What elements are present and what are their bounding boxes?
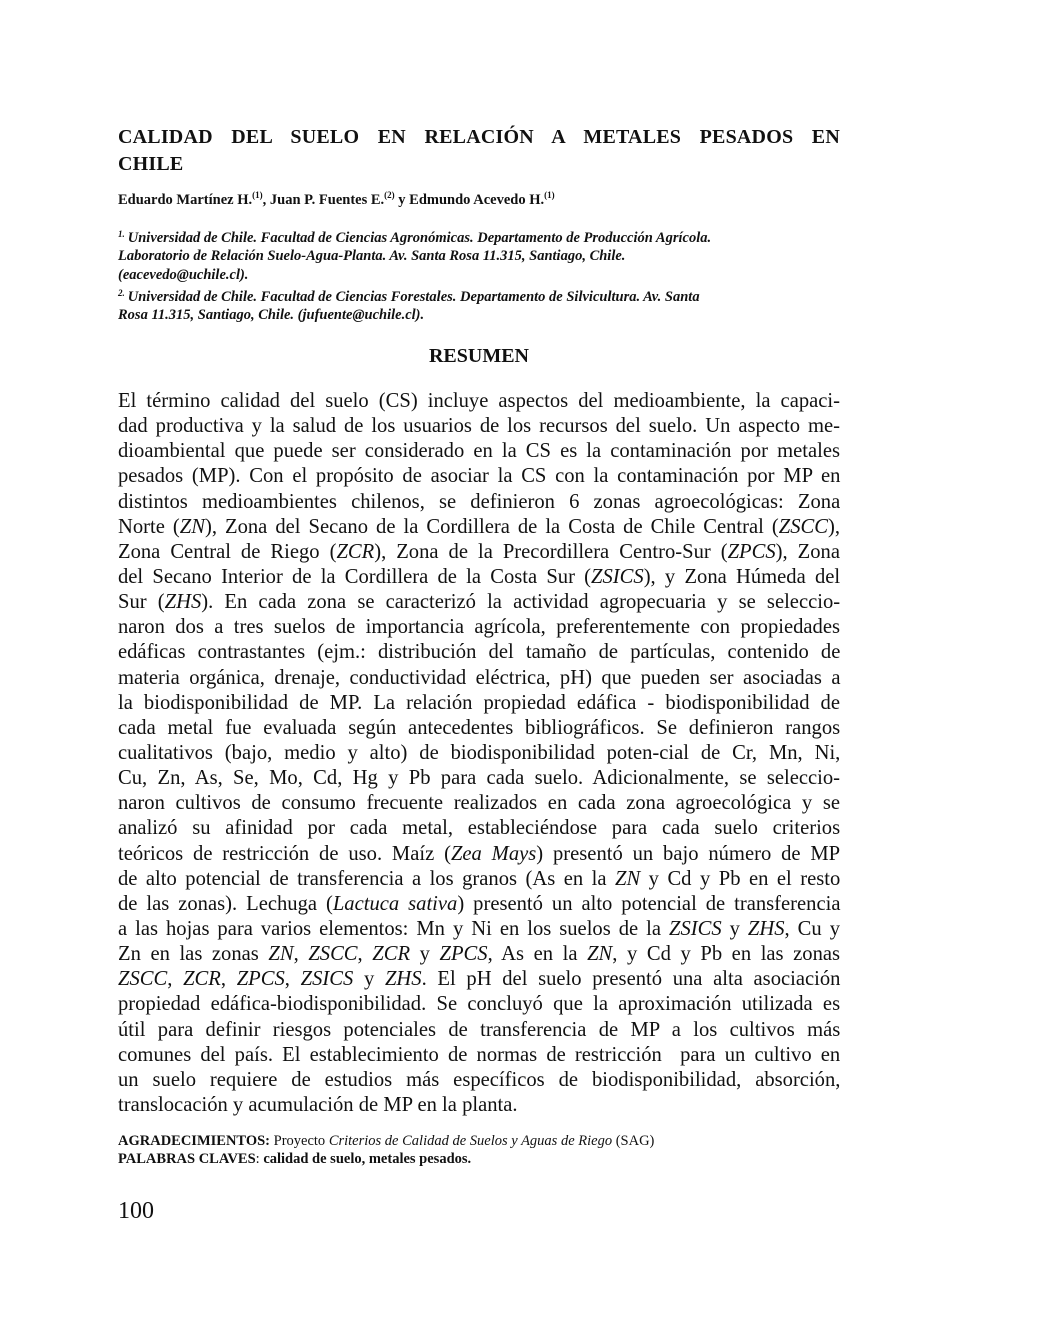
abstract-italic-term: ZN (179, 515, 205, 538)
abstract-text: materia orgánica, drenaje, conductividad eléctrica, pH) que pueden ser asociadas a (118, 666, 841, 689)
abstract-line (118, 917, 840, 942)
affiliations (118, 225, 840, 324)
abstract-italic-term: ZCR (183, 968, 221, 991)
affiliation-email: (eacevedo@uchile.cl). (118, 266, 249, 283)
abstract-text: dioambiental que puede ser considerado en la CS es la contaminación por metales (118, 440, 840, 463)
author-name: Eduardo Martínez H. (118, 192, 253, 208)
abstract-text: analizó su afinidad por cada metal, estableciéndose para cada suelo criterios (118, 817, 841, 840)
abstract-line (118, 816, 840, 841)
abstract-italic-term: ZHS (384, 968, 422, 991)
abstract-line (118, 439, 840, 464)
title-line: CALIDAD DEL SUELO EN RELACIÓN A METALES PESADOS EN (118, 126, 840, 148)
affiliation-marker: 2. (118, 287, 125, 298)
abstract-text: , (284, 968, 301, 991)
abstract-italic-term: ZHS (164, 591, 202, 614)
abstract-italic-term: ZSCC (308, 943, 358, 966)
abstract-line (118, 464, 840, 489)
abstract-text: ). En cada zona se caracterizó la actividad agropecuaria y se seleccio- (201, 591, 841, 614)
author-separator: y (394, 192, 410, 208)
abstract-italic-term: ZCR (372, 943, 411, 966)
abstract-line (118, 1068, 840, 1093)
abstract-text: de las zonas). Lechuga ( (118, 892, 333, 915)
abstract-text: ), Zona (775, 540, 840, 563)
abstract-text: comunes del país. El establecimiento de normas de restricción para un cultivo en (118, 1043, 841, 1066)
abstract-italic-term: ZSICS (669, 917, 722, 940)
abstract-text: Norte ( (118, 515, 180, 538)
abstract-line (118, 741, 840, 766)
title-line: CHILE (118, 153, 184, 175)
abstract-text: Zona Central de Riego ( (118, 540, 337, 563)
abstract-text: translocación y acumulación de MP en la planta. (118, 1093, 518, 1116)
abstract-text: El término calidad del suelo (CS) incluye aspectos del medioambiente, la capaci- (118, 390, 840, 412)
abstract-text: pesados (MP). Con el propósito de asociar la CS con la contaminación por MP en (118, 465, 841, 488)
abstract-text: . El pH del suelo presentó una alta asociación (421, 968, 841, 991)
abstract-line (118, 892, 840, 917)
acknowledgements (118, 1132, 654, 1150)
abstract-text: un suelo requiere de estudios más específicos de biodisponibilidad, absorción, (118, 1068, 841, 1091)
affiliation-text: Universidad de Chile. Facultad de Ciencias Agronómicas. Departamento de Producción Agrícola. (127, 230, 712, 246)
abstract-text: , As en la (487, 943, 588, 966)
abstract-italic-term: ZSICS (591, 565, 644, 588)
abstract-body (118, 389, 840, 1118)
author-affiliation-ref: (2) (384, 190, 395, 200)
abstract-line (118, 766, 840, 791)
keywords (118, 1150, 654, 1168)
abstract-text: teóricos de restricción de uso. Maíz ( (118, 842, 451, 865)
author-separator: , (262, 192, 270, 208)
abstract-text: a las hojas para varios elementos: Mn y Ni en los suelos de la (118, 917, 669, 940)
abstract-text: de alto potencial de transferencia a los granos (As en la (118, 867, 615, 890)
abstract-line (118, 791, 840, 816)
abstract-line (118, 967, 840, 992)
abstract-text: y (721, 917, 748, 940)
abstract-text: del Secano Interior de la Cordillera de la Costa Sur ( (118, 565, 592, 588)
abstract-text: ) presentó un alto potencial de transferencia (457, 892, 841, 915)
abstract-line (118, 389, 840, 414)
abstract-line (118, 490, 840, 515)
abstract-line (118, 716, 840, 741)
abstract-text: y (353, 968, 385, 991)
abstract-text: y (410, 943, 440, 966)
author-name: Juan P. Fuentes E. (269, 192, 385, 208)
abstract-line (118, 515, 840, 540)
abstract-line (118, 1018, 840, 1043)
author-list (118, 190, 555, 209)
abstract-italic-term: ZN (587, 943, 613, 966)
section-heading-resumen: RESUMEN (428, 345, 529, 367)
acknowledgements-label: AGRADECIMIENTOS: (118, 1133, 271, 1149)
abstract-line (118, 691, 840, 716)
abstract-line (118, 666, 840, 691)
abstract-text: útil para definir riesgos potenciales de transferencia de MP a los cultivos más (118, 1018, 841, 1041)
affiliation-marker: 1. (118, 229, 125, 239)
abstract-line (118, 640, 840, 665)
abstract-italic-term: Zea Mays (450, 842, 537, 865)
abstract-text: y Cd y Pb en el resto (640, 867, 841, 890)
abstract-italic-term: ZPCS (727, 540, 776, 563)
abstract-text: Zn en las zonas (118, 943, 269, 966)
abstract-line (118, 565, 840, 590)
abstract-italic-term: ZCR (336, 540, 375, 563)
keywords-value: calidad de suelo, metales pesados. (263, 1151, 472, 1167)
abstract-text: cualitativos (bajo, medio y alto) de biodisponibilidad poten-cial de Cr, Mn, Ni, (118, 741, 841, 764)
acknowledgements-prefix: Proyecto (270, 1133, 329, 1149)
affiliation-line (118, 284, 840, 306)
abstract-text: naron cultivos de consumo frecuente realizados en cada zona agroecológica y se (118, 792, 840, 815)
abstract-text: ), Zona del Secano de la Cordillera de la Costa de Chile Central ( (204, 515, 779, 538)
abstract-italic-term: ZN (268, 943, 294, 966)
abstract-text: distintos medioambientes chilenos, se definieron 6 zonas agroecológicas: Zona (118, 490, 841, 513)
author-affiliation-ref: (1) (544, 190, 555, 200)
abstract-text: , (220, 968, 237, 991)
abstract-line (118, 615, 840, 640)
acknowledgements-project: Criterios de Calidad de Suelos y Aguas de Riego (328, 1133, 613, 1149)
abstract-italic-term: ZHS (747, 917, 785, 940)
page-number: 100 (118, 1198, 154, 1224)
abstract-text: edáficas contrastantes (ejm.: distribución del tamaño de partículas, contenido de (118, 641, 841, 664)
abstract-text: , (167, 968, 184, 991)
abstract-italic-term: ZPCS (236, 968, 285, 991)
author-affiliation-ref: (1) (252, 190, 263, 200)
abstract-text: ), y Zona Húmeda del (643, 565, 841, 588)
abstract-italic-term: ZSCC (118, 968, 168, 991)
abstract-italic-term: ZSCC (778, 515, 828, 538)
abstract-italic-term: Lactuca sativa (332, 892, 458, 915)
abstract-line (118, 942, 840, 967)
affiliation-line: Laboratorio de Relación Suelo-Agua-Planta. Av. Santa Rosa 11.315, Santiago, Chile. (118, 248, 626, 265)
abstract-text: Cu, Zn, As, Se, Mo, Cd, Hg y Pb para cada suelo. Adicionalmente, se seleccio- (118, 767, 840, 790)
abstract-line (118, 414, 840, 439)
abstract-text: ), (827, 515, 840, 538)
affiliation-line: Rosa 11.315, Santiago, Chile. (jufuente@uchile.cl). (118, 307, 425, 324)
paper-footer-notes (118, 1132, 654, 1168)
abstract-italic-term: ZSICS (300, 968, 354, 991)
abstract-text: , (357, 943, 373, 966)
keywords-label: PALABRAS CLAVES (118, 1151, 256, 1167)
author-name: Edmundo Acevedo H. (409, 192, 545, 208)
paper-title (118, 124, 840, 178)
abstract-text: Sur ( (118, 591, 165, 614)
abstract-italic-term: ZN (614, 867, 641, 890)
abstract-text: , Cu y (784, 917, 840, 940)
abstract-line (118, 842, 840, 867)
abstract-text: cada metal fue evaluada según antecedentes bibliográficos. Se definieron rangos (118, 716, 841, 739)
acknowledgements-suffix: (SAG) (612, 1133, 655, 1149)
abstract-text: ), Zona de la Precordillera Centro-Sur ( (374, 540, 728, 563)
affiliation-line (118, 225, 840, 247)
abstract-line (118, 540, 840, 565)
affiliation-text: Universidad de Chile. Facultad de Ciencias Forestales. Departamento de Silvicultura. Av. Santa (127, 288, 700, 305)
abstract-line (118, 1043, 840, 1068)
abstract-line (118, 992, 840, 1017)
abstract-italic-term: ZPCS (439, 943, 488, 966)
abstract-text: naron dos a tres suelos de importancia agrícola, preferentemente con propiedades (118, 616, 840, 639)
abstract-text: , (293, 943, 309, 966)
abstract-text: propiedad edáfica-biodisponibilidad. Se concluyó que la aproximación utilizada es (118, 993, 841, 1016)
abstract-text: dad productiva y la salud de los usuarios de los recursos del suelo. Un aspecto me- (118, 415, 840, 438)
abstract-text: , y Cd y Pb en las zonas (612, 943, 841, 966)
abstract-line (118, 867, 840, 892)
abstract-text: ) presentó un bajo número de MP (536, 842, 841, 865)
abstract-line (118, 1093, 840, 1118)
keywords-colon: : (255, 1151, 264, 1167)
abstract-text: la biodisponibilidad de MP. La relación propiedad edáfica - biodisponibilidad de (118, 691, 840, 714)
abstract-line (118, 590, 840, 615)
